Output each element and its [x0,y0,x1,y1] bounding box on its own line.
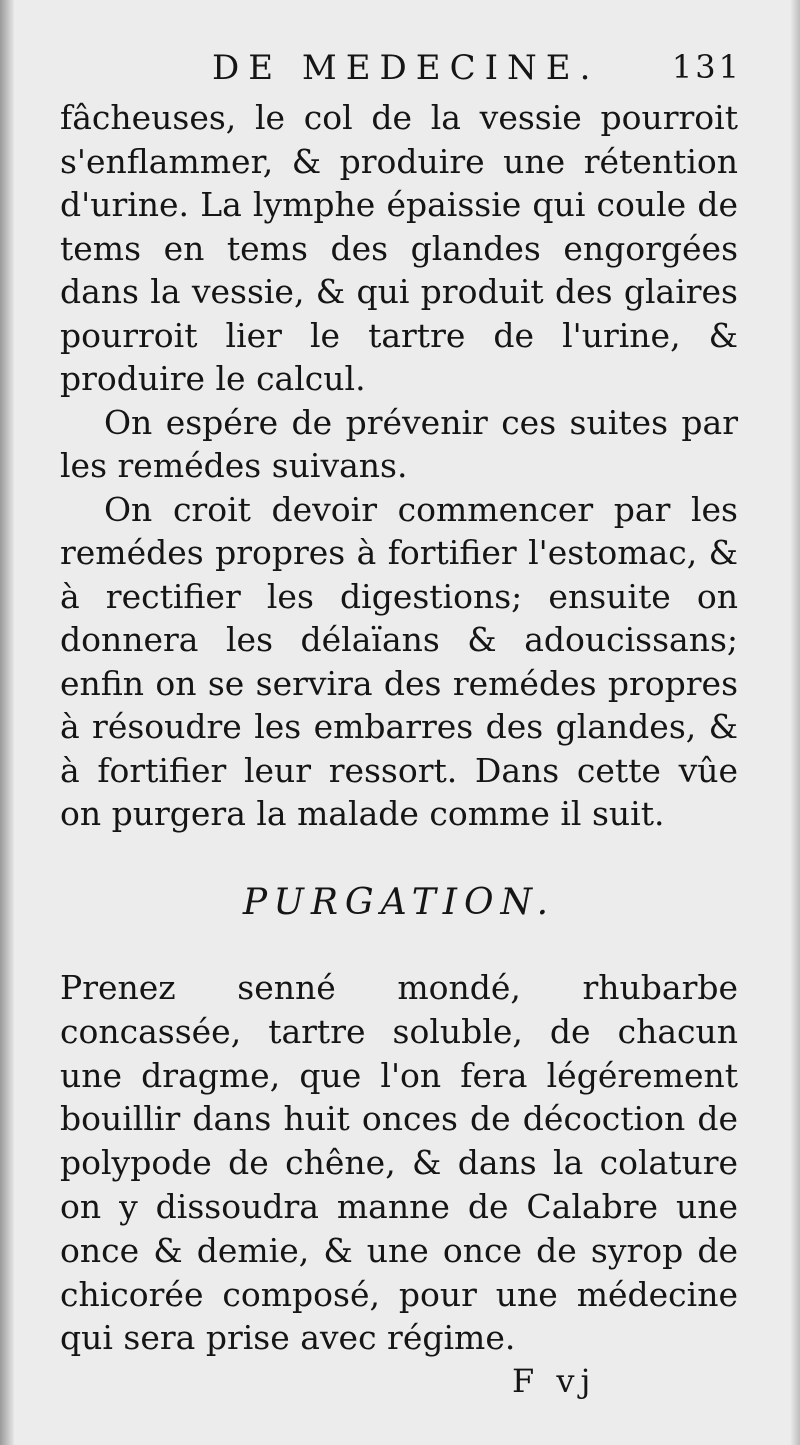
paragraph: On croit devoir commencer par les remédes propres à fortifier l'estomac, & à rectifier les digestions; ensuite on donnera les délaïans & adoucissans; enfin on se servira des remédes propres à résoudre les embarres des glandes, & à fortifier leur ressort. Dans cette vûe on purgera la malade comme il suit. [60,489,738,833]
running-title: DE MEDECINE. [212,48,600,88]
page-number: 131 [671,48,742,86]
paragraph: On espére de prévenir ces suites par les remédes suivans. [60,402,738,485]
prescription-text [60,966,738,1360]
spine-shadow [0,0,14,1445]
page-edge [790,0,800,1445]
paragraph: fâcheuses, le col de la vessie pourroit s'enflammer, & produire une rétention d'urine. La lymphe épaissie qui coule de tems en tems des glandes engorgées dans la vessie, & qui produit des glaires pourroit lier le tartre de l'urine, & produire le calcul. [60,98,738,398]
section-heading: PURGATION. [242,882,556,923]
prescription-paragraph: Prenez senné mondé, rhubarbe concassée, tartre soluble, de chacun une dragme, que l'on fera légérement bouillir dans huit onces de décoction de polypode de chêne, & dans la colature on y dissoudra manne de Calabre une once & demie, & une once de syrop de chicorée composé, pour une médecine qui sera prise avec régime. [60,968,738,1358]
body-text [60,96,738,836]
signature-mark: F vj [512,1362,597,1400]
running-head [212,48,752,96]
